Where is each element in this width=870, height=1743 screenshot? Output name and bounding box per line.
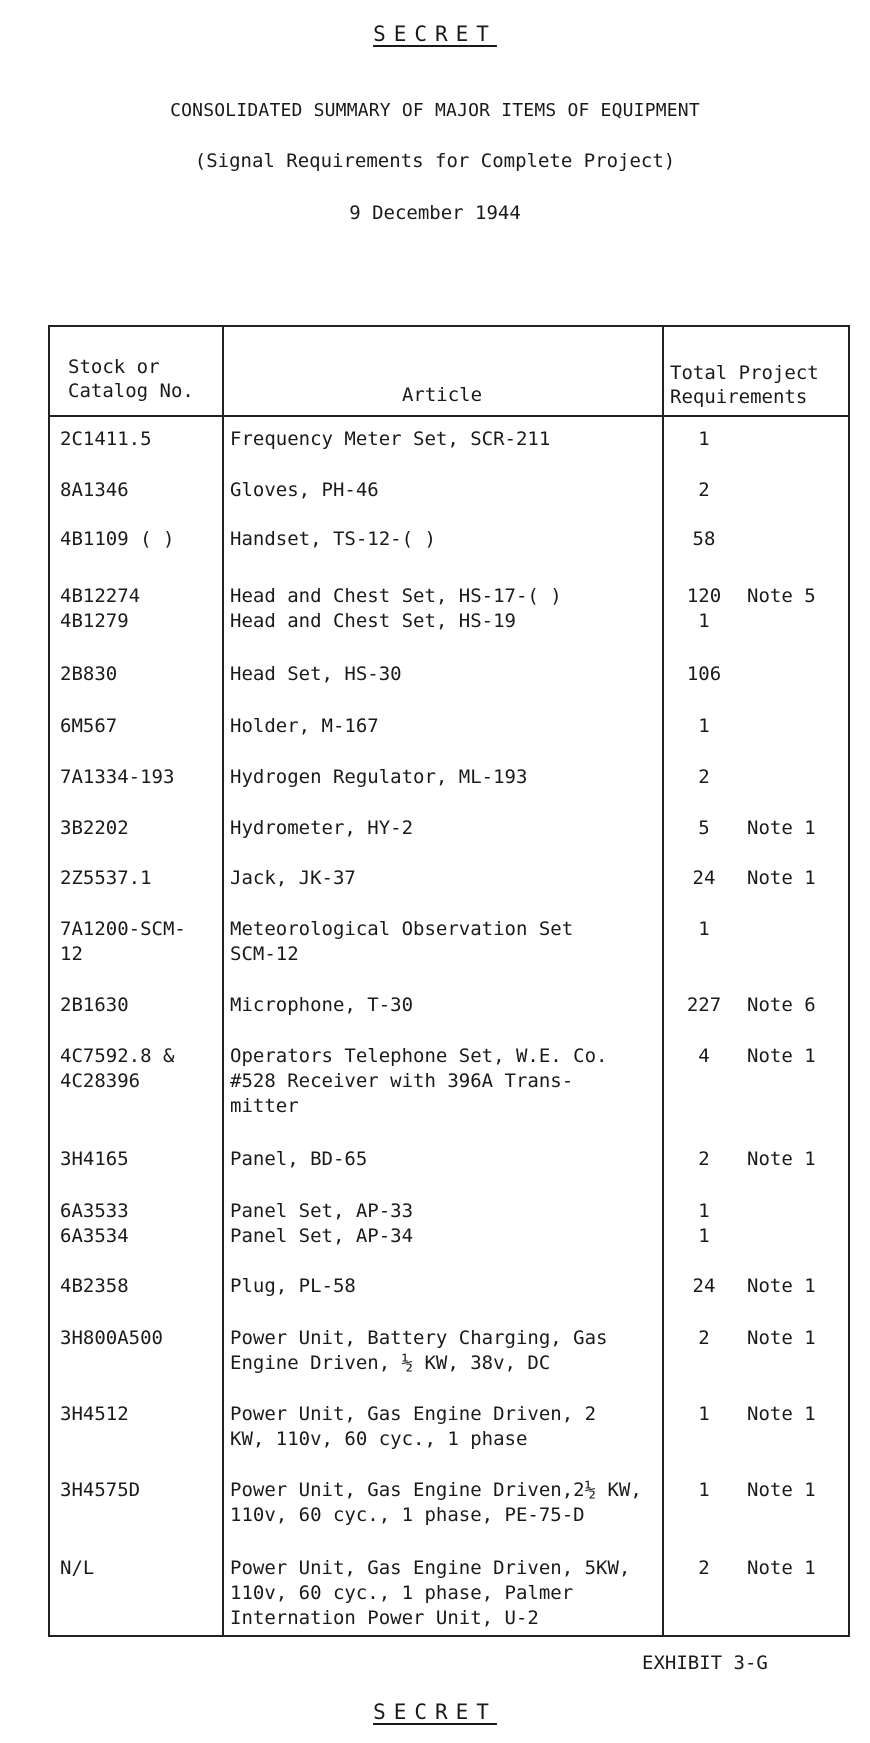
quantity: 58 (692, 528, 716, 550)
article-name: Handset, TS-12-( ) (230, 528, 436, 550)
stock-number: 3B2202 (60, 817, 129, 839)
article-name: Operators Telephone Set, W.E. Co. #528 Receiver with 396A Trans- mitter (230, 1045, 608, 1117)
note: Note 1 (747, 1557, 816, 1579)
column-divider (222, 327, 224, 1635)
stock-number: 2B830 (60, 663, 118, 685)
stock-number: 3H4575D (60, 1479, 141, 1501)
quantity: 1 (698, 1479, 710, 1501)
note: Note 1 (747, 1045, 816, 1067)
equipment-table (48, 325, 850, 1637)
article-name: Gloves, PH-46 (230, 479, 379, 501)
article-name: Power Unit, Gas Engine Driven,2½ KW, 110v, 60 cyc., 1 phase, PE-75-D (230, 1479, 642, 1526)
quantity: 106 (686, 663, 722, 685)
stock-number: 4B1109 ( ) (60, 528, 175, 550)
stock-number: 4C7592.8 & 4C28396 (60, 1045, 175, 1092)
stock-number: 7A1200-SCM- 12 (60, 918, 186, 965)
exhibit-label: EXHIBIT 3-G (642, 1652, 768, 1674)
document-date: 9 December 1944 (349, 202, 521, 224)
note: Note 5 (747, 585, 816, 607)
article-name: Panel Set, AP-33 Panel Set, AP-34 (230, 1200, 414, 1247)
quantity: 2 (698, 1557, 710, 1579)
article-name: Head and Chest Set, HS-17-( ) Head and Chest Set, HS-19 (230, 585, 562, 632)
stock-number: 7A1334-193 (60, 766, 175, 788)
stock-number: 2B1630 (60, 994, 129, 1016)
stock-number: N/L (60, 1557, 95, 1579)
quantity: 2 (698, 766, 710, 788)
header-divider (50, 415, 848, 417)
quantity: 227 (686, 994, 722, 1016)
article-name: Hydrogen Regulator, ML-193 (230, 766, 528, 788)
classification-header: SECRET (373, 22, 497, 46)
quantity: 1 (698, 428, 710, 450)
stock-number: 2Z5537.1 (60, 867, 152, 889)
article-name: Panel, BD-65 (230, 1148, 368, 1170)
article-name: Plug, PL-58 (230, 1275, 356, 1297)
quantity: 1 (698, 715, 710, 737)
stock-number: 6A3533 6A3534 (60, 1200, 129, 1247)
stock-number: 3H4512 (60, 1403, 129, 1425)
stock-number: 4B2358 (60, 1275, 129, 1297)
quantity: 24 (692, 1275, 716, 1297)
quantity: 1 (698, 1403, 710, 1425)
quantity: 2 (698, 1148, 710, 1170)
stock-number: 8A1346 (60, 479, 129, 501)
quantity: 1 1 (698, 1200, 710, 1247)
quantity: 5 (698, 817, 710, 839)
article-name: Meteorological Observation Set SCM-12 (230, 918, 574, 965)
column-divider (662, 327, 664, 1635)
article-name: Power Unit, Battery Charging, Gas Engine Driven, ½ KW, 38v, DC (230, 1327, 608, 1374)
article-name: Power Unit, Gas Engine Driven, 2 KW, 110v, 60 cyc., 1 phase (230, 1403, 597, 1450)
note: Note 1 (747, 1148, 816, 1170)
quantity: 24 (692, 867, 716, 889)
stock-number: 3H800A500 (60, 1327, 163, 1349)
article-name: Power Unit, Gas Engine Driven, 5KW, 110v, 60 cyc., 1 phase, Palmer Internation Power Unit, U-2 (230, 1557, 631, 1629)
stock-number: 3H4165 (60, 1148, 129, 1170)
quantity: 120 1 (686, 585, 722, 632)
classification-footer: SECRET (373, 1700, 497, 1724)
note: Note 1 (747, 1403, 816, 1425)
quantity: 4 (698, 1045, 710, 1067)
article-name: Head Set, HS-30 (230, 663, 402, 685)
document-subtitle: (Signal Requirements for Complete Project) (194, 150, 676, 172)
quantity: 2 (698, 479, 710, 501)
note: Note 6 (747, 994, 816, 1016)
column-header-stock: Stock or Catalog No. (68, 356, 194, 402)
note: Note 1 (747, 1479, 816, 1501)
note: Note 1 (747, 1327, 816, 1349)
stock-number: 6M567 (60, 715, 118, 737)
document-title: CONSOLIDATED SUMMARY OF MAJOR ITEMS OF EQUIPMENT (170, 100, 700, 121)
note: Note 1 (747, 867, 816, 889)
column-header-article: Article (401, 384, 483, 406)
article-name: Holder, M-167 (230, 715, 379, 737)
article-name: Hydrometer, HY-2 (230, 817, 414, 839)
note: Note 1 (747, 817, 816, 839)
quantity: 2 (698, 1327, 710, 1349)
article-name: Microphone, T-30 (230, 994, 414, 1016)
quantity: 1 (698, 918, 710, 940)
article-name: Jack, JK-37 (230, 867, 356, 889)
stock-number: 2C1411.5 (60, 428, 152, 450)
note: Note 1 (747, 1275, 816, 1297)
column-header-total: Total Project Requirements (670, 362, 819, 408)
stock-number: 4B12274 4B1279 (60, 585, 141, 632)
article-name: Frequency Meter Set, SCR-211 (230, 428, 551, 450)
